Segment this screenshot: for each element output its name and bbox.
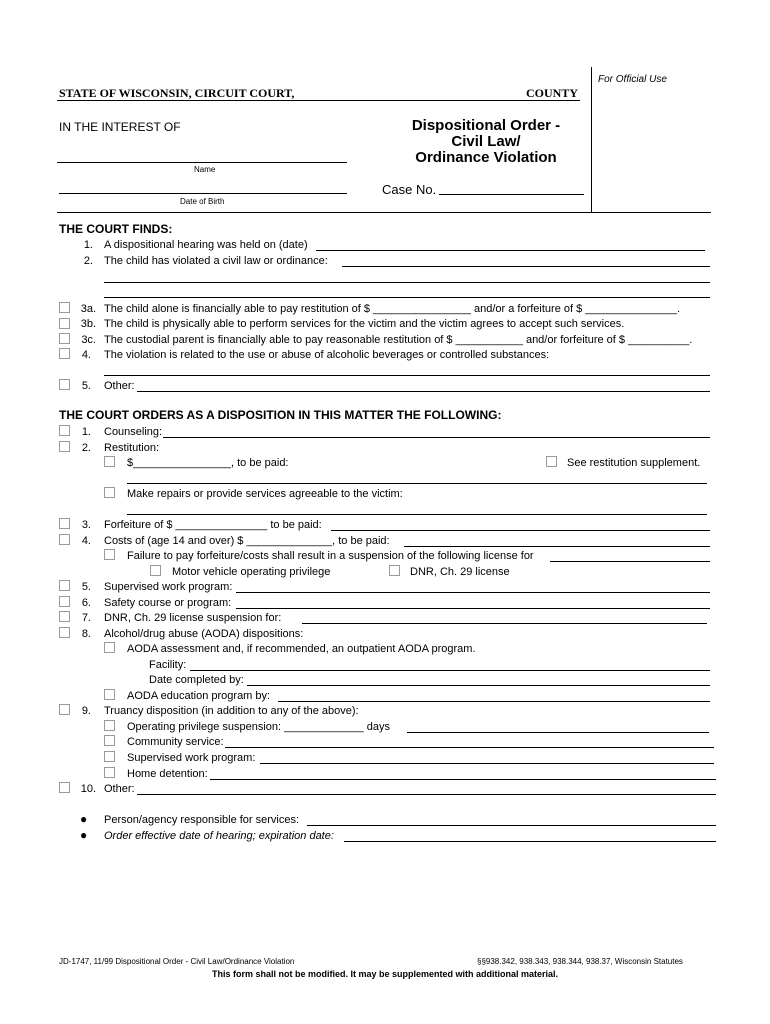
finds-num-1: 1. bbox=[83, 239, 93, 251]
effective-date-label: Order effective date of hearing; expiration date: bbox=[104, 830, 334, 842]
op-susp-label: Operating privilege suspension: _____________ days bbox=[127, 721, 390, 733]
community-service-label: Community service: bbox=[127, 736, 224, 748]
form-id: JD-1747, 11/99 Dispositional Order - Civil Law/Ordinance Violation bbox=[59, 957, 295, 966]
dnr-license-label: DNR, Ch. 29 license bbox=[410, 566, 510, 578]
aoda-assessment-checkbox[interactable] bbox=[104, 642, 115, 653]
restitution-field[interactable] bbox=[127, 483, 707, 484]
title-line-3: Ordinance Violation bbox=[415, 149, 557, 166]
aoda-label: Alcohol/drug abuse (AODA) dispositions: bbox=[104, 628, 304, 640]
counseling-label: Counseling: bbox=[104, 426, 163, 438]
finds-num-4: 4. bbox=[81, 349, 91, 361]
home-detention-checkbox[interactable] bbox=[104, 767, 115, 778]
finds-item-2: The child has violated a civil law or ordinance: bbox=[104, 255, 328, 267]
finds-num-2: 2. bbox=[83, 255, 93, 267]
footer-notice: This form shall not be modified. It may be supplemented with additional material. bbox=[211, 969, 559, 979]
op-susp-checkbox[interactable] bbox=[104, 720, 115, 731]
orders-other-field[interactable] bbox=[137, 794, 716, 795]
title-line-2: Civil Law/ bbox=[451, 133, 521, 150]
date-completed-field[interactable] bbox=[247, 685, 710, 686]
costs-field[interactable] bbox=[404, 546, 710, 547]
finds-other-field[interactable] bbox=[137, 391, 710, 392]
aoda-education-label: AODA education program by: bbox=[127, 690, 271, 702]
orders-num-7: 7. bbox=[81, 612, 91, 624]
costs-label: Costs of (age 14 and over) $ ______________, to be paid: bbox=[104, 535, 390, 547]
finds-heading: THE COURT FINDS: bbox=[59, 222, 173, 236]
counseling-field[interactable] bbox=[163, 437, 710, 438]
title-line-1: Dispositional Order - bbox=[411, 117, 561, 134]
dnr-susp-label: DNR, Ch. 29 license suspension for: bbox=[104, 612, 282, 624]
orders-num-9: 9. bbox=[81, 705, 91, 717]
county-line[interactable] bbox=[57, 100, 580, 101]
truancy-supervised-checkbox[interactable] bbox=[104, 751, 115, 762]
orders-num-8: 8. bbox=[81, 628, 91, 640]
failure-label: Failure to pay forfeiture/costs shall result in a suspension of the following license for bbox=[127, 550, 534, 562]
motor-vehicle-checkbox[interactable] bbox=[150, 565, 161, 576]
hearing-date-field[interactable] bbox=[316, 250, 705, 251]
finds-item-1: A dispositional hearing was held on (date) bbox=[104, 239, 308, 251]
dnr-susp-field[interactable] bbox=[302, 623, 707, 624]
name-label: Name bbox=[194, 165, 216, 174]
motor-vehicle-label: Motor vehicle operating privilege bbox=[172, 566, 331, 578]
orders-num-6: 6. bbox=[81, 597, 91, 609]
community-service-field[interactable] bbox=[225, 747, 714, 748]
repairs-checkbox[interactable] bbox=[104, 487, 115, 498]
dob-label: Date of Birth bbox=[180, 197, 225, 206]
alcohol-field[interactable] bbox=[104, 375, 710, 376]
failure-checkbox[interactable] bbox=[104, 549, 115, 560]
aoda-education-checkbox[interactable] bbox=[104, 689, 115, 700]
finds-num-3c: 3c. bbox=[81, 334, 96, 346]
supervised-label: Supervised work program: bbox=[104, 581, 233, 593]
home-detention-label: Home detention: bbox=[127, 768, 208, 780]
county-label: COUNTY bbox=[526, 86, 579, 100]
dob-field[interactable] bbox=[59, 193, 347, 194]
restitution-supplement-label: See restitution supplement. bbox=[567, 457, 701, 469]
interest-of-label: IN THE INTEREST OF bbox=[59, 120, 181, 134]
orders-num-4: 4. bbox=[81, 535, 91, 547]
truancy-label: Truancy disposition (in addition to any of the above): bbox=[104, 705, 359, 717]
form-title bbox=[386, 118, 586, 166]
effective-date-field[interactable] bbox=[344, 841, 716, 842]
finds-item-3a: The child alone is financially able to pay restitution of $ ________________ and/or a forfeiture of $ _______________. bbox=[104, 303, 681, 315]
supervised-field[interactable] bbox=[236, 592, 710, 593]
op-susp-field[interactable] bbox=[407, 732, 709, 733]
aoda-education-field[interactable] bbox=[278, 701, 710, 702]
header-divider bbox=[57, 212, 710, 213]
orders-num-5: 5. bbox=[81, 581, 91, 593]
finds-num-3b: 3b. bbox=[80, 318, 96, 330]
failure-field[interactable] bbox=[550, 561, 710, 562]
dnr-license-checkbox[interactable] bbox=[389, 565, 400, 576]
official-use-label: For Official Use bbox=[598, 74, 667, 85]
truancy-supervised-label: Supervised work program: bbox=[127, 752, 256, 764]
bullet-icon: ● bbox=[80, 828, 88, 842]
safety-label: Safety course or program: bbox=[104, 597, 232, 609]
finds-num-3a: 3a. bbox=[80, 303, 96, 315]
restitution-supplement-checkbox[interactable] bbox=[546, 456, 557, 467]
orders-heading: THE COURT ORDERS AS A DISPOSITION IN THIS MATTER THE FOLLOWING: bbox=[59, 408, 502, 422]
bullet-icon: ● bbox=[80, 812, 88, 826]
restitution-amount-label: $________________, to be paid: bbox=[127, 457, 289, 469]
community-service-checkbox[interactable] bbox=[104, 735, 115, 746]
forfeiture-label: Forfeiture of $ _______________ to be paid: bbox=[104, 519, 322, 531]
facility-label: Facility: bbox=[149, 659, 187, 671]
state-court-label: STATE OF WISCONSIN, CIRCUIT COURT, bbox=[59, 86, 295, 100]
finds-item-3c: The custodial parent is financially able to pay reasonable restitution of $ ___________ and/or forfeiture of $ __________. bbox=[104, 334, 693, 346]
finds-num-5: 5. bbox=[81, 380, 91, 392]
violation-field-2[interactable] bbox=[104, 282, 710, 283]
finds-item-5: Other: bbox=[104, 380, 135, 392]
facility-field[interactable] bbox=[190, 670, 710, 671]
safety-field[interactable] bbox=[236, 608, 710, 609]
home-detention-field[interactable] bbox=[210, 779, 716, 780]
restitution-amount-checkbox[interactable] bbox=[104, 456, 115, 467]
aoda-assessment-label: AODA assessment and, if recommended, an outpatient AODA program. bbox=[127, 643, 476, 655]
person-agency-label: Person/agency responsible for services: bbox=[104, 814, 300, 826]
restitution-label: Restitution: bbox=[104, 442, 160, 454]
violation-field-3[interactable] bbox=[104, 297, 710, 298]
orders-num-10: 10. bbox=[80, 783, 96, 795]
case-no-label: Case No. bbox=[382, 182, 437, 197]
violation-field-1[interactable] bbox=[342, 266, 710, 267]
orders-num-3: 3. bbox=[81, 519, 91, 531]
truancy-supervised-field[interactable] bbox=[260, 763, 714, 764]
orders-num-2: 2. bbox=[81, 442, 91, 454]
name-field[interactable] bbox=[57, 162, 347, 163]
repairs-label: Make repairs or provide services agreeable to the victim: bbox=[127, 488, 403, 500]
finds-item-4: The violation is related to the use or abuse of alcoholic beverages or controlled substances: bbox=[104, 349, 550, 361]
case-no-field[interactable] bbox=[439, 194, 584, 195]
orders-num-1: 1. bbox=[81, 426, 91, 438]
person-agency-field[interactable] bbox=[307, 825, 716, 826]
finds-item-3b: The child is physically able to perform services for the victim and the victim agrees to accept such services. bbox=[104, 318, 625, 330]
date-completed-label: Date completed by: bbox=[149, 674, 244, 686]
repairs-field[interactable] bbox=[127, 514, 707, 515]
forfeiture-field[interactable] bbox=[331, 530, 710, 531]
orders-other-label: Other: bbox=[104, 783, 135, 795]
statutes: §§938.342, 938.343, 938.344, 938.37, Wisconsin Statutes bbox=[477, 957, 683, 966]
